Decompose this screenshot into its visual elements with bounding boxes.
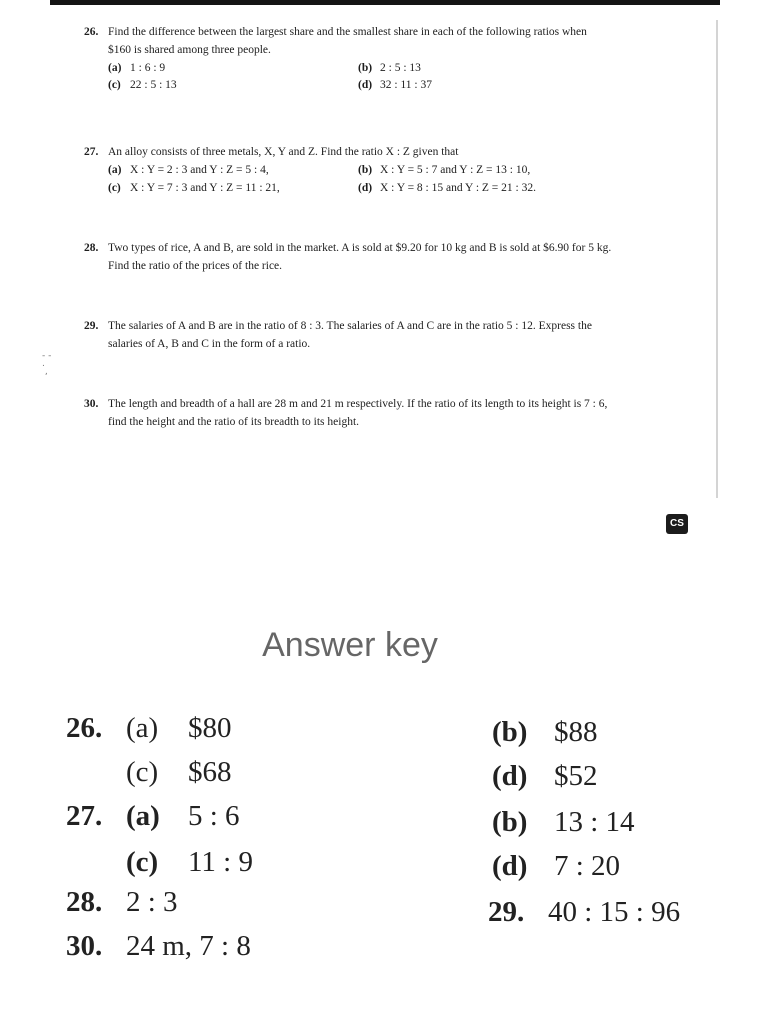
option-text: 1 : 6 : 9 bbox=[130, 61, 166, 74]
answer-27-d bbox=[492, 850, 620, 883]
answer-label: (a) bbox=[126, 800, 160, 832]
answer-value: $68 bbox=[188, 756, 232, 788]
answer-26-c bbox=[126, 756, 232, 789]
answer-value: 5 : 6 bbox=[188, 800, 240, 832]
answer-label: (c) bbox=[126, 846, 159, 878]
option-label: (b) bbox=[358, 163, 373, 176]
answer-value: 24 m, 7 : 8 bbox=[126, 930, 251, 962]
question-text: Find the difference between the largest share and the smallest share in each of the following ratios when bbox=[108, 26, 587, 38]
question-text: The salaries of A and B are in the ratio of 8 : 3. The salaries of A and C are in the ratio 5 : 12. Express the bbox=[108, 320, 592, 332]
answer-26-b bbox=[492, 716, 598, 749]
question-text: The length and breadth of a hall are 28 m and 21 m respectively. If the ratio of its length to its height is 7 : 6, bbox=[108, 398, 608, 410]
question-30 bbox=[84, 396, 694, 432]
option-label: (a) bbox=[108, 163, 122, 176]
answer-number: 28. bbox=[66, 886, 103, 918]
options-row bbox=[84, 162, 694, 180]
answer-26-a bbox=[66, 712, 232, 745]
answer-number: 26. bbox=[66, 712, 103, 744]
question-text-continued: $160 is shared among three people. bbox=[108, 43, 271, 56]
answer-27-a bbox=[66, 800, 240, 833]
answer-key-title: Answer key bbox=[262, 626, 438, 664]
question-number: 29. bbox=[84, 320, 99, 332]
option-text: 32 : 11 : 37 bbox=[380, 79, 432, 92]
answer-value: $88 bbox=[554, 716, 598, 748]
option-label: (d) bbox=[358, 79, 373, 92]
option-c bbox=[108, 77, 358, 95]
answer-label: (d) bbox=[492, 850, 528, 882]
option-text: X : Y = 5 : 7 and Y : Z = 13 : 10, bbox=[380, 163, 531, 176]
option-label: (a) bbox=[108, 61, 122, 74]
question-number: 28. bbox=[84, 242, 99, 254]
answer-value: 13 : 14 bbox=[554, 806, 635, 838]
option-text: X : Y = 2 : 3 and Y : Z = 5 : 4, bbox=[130, 163, 269, 176]
question-number: 27. bbox=[84, 146, 99, 158]
answer-27-b bbox=[492, 806, 635, 839]
option-b bbox=[358, 162, 608, 180]
answer-value: $52 bbox=[554, 760, 598, 792]
answer-label: (b) bbox=[492, 806, 528, 838]
options-row bbox=[84, 60, 694, 78]
stray-pen-mark: - - . , bbox=[42, 351, 52, 377]
answer-27-c bbox=[126, 846, 253, 879]
option-d bbox=[358, 180, 608, 198]
option-label: (c) bbox=[108, 181, 121, 194]
answer-value: 40 : 15 : 96 bbox=[548, 896, 681, 928]
answer-value: 7 : 20 bbox=[554, 850, 621, 882]
option-text: X : Y = 8 : 15 and Y : Z = 21 : 32. bbox=[380, 181, 536, 194]
answer-28 bbox=[66, 886, 178, 919]
question-26 bbox=[84, 24, 694, 95]
question-27 bbox=[84, 144, 694, 197]
option-label: (d) bbox=[358, 181, 373, 194]
top-border-rule bbox=[50, 0, 720, 5]
answer-label: (b) bbox=[492, 716, 528, 748]
answer-29 bbox=[488, 896, 680, 929]
question-28 bbox=[84, 240, 694, 276]
option-a bbox=[108, 60, 358, 78]
answer-label: (a) bbox=[126, 712, 159, 744]
question-text: Two types of rice, A and B, are sold in the market. A is sold at $9.20 for 10 kg and B is sold at $6.90 for 5 kg. bbox=[108, 242, 612, 254]
question-text-continued: salaries of A, B and C in the form of a ratio. bbox=[108, 337, 311, 350]
answer-value: 11 : 9 bbox=[188, 846, 253, 878]
options-row bbox=[84, 180, 694, 198]
answer-number: 30. bbox=[66, 930, 103, 962]
answer-number: 27. bbox=[66, 800, 103, 832]
answer-number: 29. bbox=[488, 896, 525, 928]
camscanner-logo: CS bbox=[666, 514, 688, 534]
option-c bbox=[108, 180, 358, 198]
option-label: (c) bbox=[108, 79, 121, 92]
option-text: 2 : 5 : 13 bbox=[380, 61, 421, 74]
option-b bbox=[358, 60, 608, 78]
question-29 bbox=[84, 318, 694, 354]
question-text: An alloy consists of three metals, X, Y and Z. Find the ratio X : Z given that bbox=[108, 146, 459, 158]
option-label: (b) bbox=[358, 61, 373, 74]
answer-label: (d) bbox=[492, 760, 528, 792]
question-number: 30. bbox=[84, 398, 99, 410]
page-edge-shadow bbox=[716, 20, 718, 498]
answer-value: $80 bbox=[188, 712, 232, 744]
option-text: X : Y = 7 : 3 and Y : Z = 11 : 21, bbox=[130, 181, 280, 194]
question-number: 26. bbox=[84, 26, 99, 38]
question-text-continued: find the height and the ratio of its breadth to its height. bbox=[108, 415, 360, 428]
option-a bbox=[108, 162, 358, 180]
options-row bbox=[84, 77, 694, 95]
answer-value: 2 : 3 bbox=[126, 886, 178, 918]
option-d bbox=[358, 77, 608, 95]
question-text-continued: Find the ratio of the prices of the rice. bbox=[108, 259, 283, 272]
answer-label: (c) bbox=[126, 756, 159, 788]
answer-30 bbox=[66, 930, 251, 963]
answer-26-d bbox=[492, 760, 598, 793]
option-text: 22 : 5 : 13 bbox=[130, 79, 177, 92]
